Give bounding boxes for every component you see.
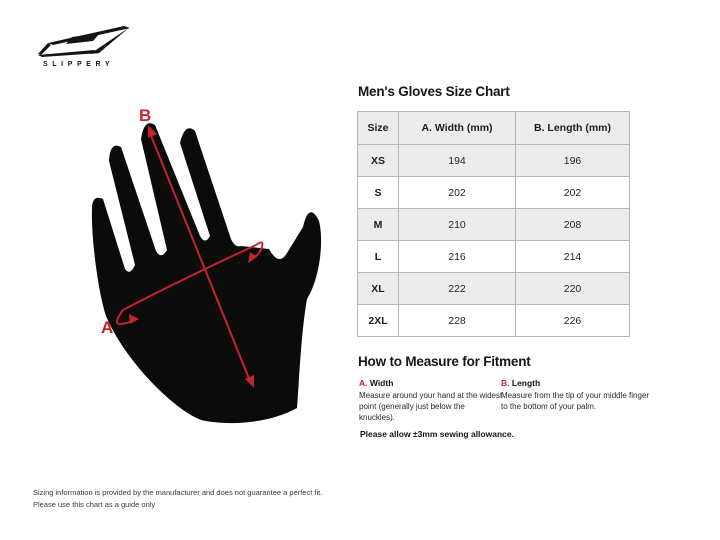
sewing-allowance-note: Please allow ±3mm sewing allowance. — [360, 429, 514, 439]
width-value: 202 — [399, 177, 516, 209]
table-row-m — [358, 209, 630, 241]
measure-text-width: Measure around your hand at the widest point (generally just below the knuckles). — [359, 391, 503, 423]
measure-item-length — [501, 378, 651, 413]
measure-item-width-label — [359, 378, 503, 389]
table-row-s — [358, 177, 630, 209]
disclaimer-line-1: Sizing information is provided by the manufacturer and does not guarantee a perfect fit. — [33, 488, 323, 497]
brand-name: SLIPPERY — [43, 61, 115, 68]
column-header-size: Size — [358, 112, 399, 145]
table-header-row — [358, 112, 630, 145]
table-row-xl — [358, 273, 630, 305]
slippery-s-logo-icon — [36, 24, 136, 58]
glove-measurement-diagram — [73, 93, 357, 437]
length-value: 220 — [516, 273, 630, 305]
size-value: S — [358, 177, 399, 209]
disclaimer-line-2: Please use this chart as a guide only — [33, 499, 156, 509]
width-value: 216 — [399, 241, 516, 273]
measure-letter-b: B. — [501, 378, 510, 388]
diagram-label-b: B — [139, 106, 152, 125]
width-value: 210 — [399, 209, 516, 241]
length-value: 208 — [516, 209, 630, 241]
measure-letter-a: A. — [359, 378, 368, 388]
width-value: 222 — [399, 273, 516, 305]
disclaimer — [33, 487, 322, 510]
table-row-xs — [358, 145, 630, 177]
table-row-l — [358, 241, 630, 273]
length-value: 214 — [516, 241, 630, 273]
measure-section-heading: How to Measure for Fitment — [358, 354, 531, 369]
length-value: 202 — [516, 177, 630, 209]
size-value: L — [358, 241, 399, 273]
measure-item-width — [359, 378, 503, 424]
measure-item-length-label — [501, 378, 651, 389]
measure-name-width: Width — [369, 378, 394, 388]
size-value: 2XL — [358, 305, 399, 337]
width-value: 194 — [399, 145, 516, 177]
brand-logo — [36, 24, 146, 68]
width-value: 228 — [399, 305, 516, 337]
length-value: 226 — [516, 305, 630, 337]
page-title: Men's Gloves Size Chart — [358, 84, 510, 99]
size-value: XS — [358, 145, 399, 177]
table-row-2xl — [358, 305, 630, 337]
size-value: XL — [358, 273, 399, 305]
measure-text-length: Measure from the tip of your middle finger to the bottom of your palm. — [501, 391, 650, 412]
size-chart-table — [357, 111, 630, 337]
column-header-length: B. Length (mm) — [516, 112, 630, 145]
measure-name-length: Length — [511, 378, 541, 388]
column-header-width: A. Width (mm) — [399, 112, 516, 145]
length-value: 196 — [516, 145, 630, 177]
size-value: M — [358, 209, 399, 241]
diagram-label-a: A — [101, 318, 114, 337]
